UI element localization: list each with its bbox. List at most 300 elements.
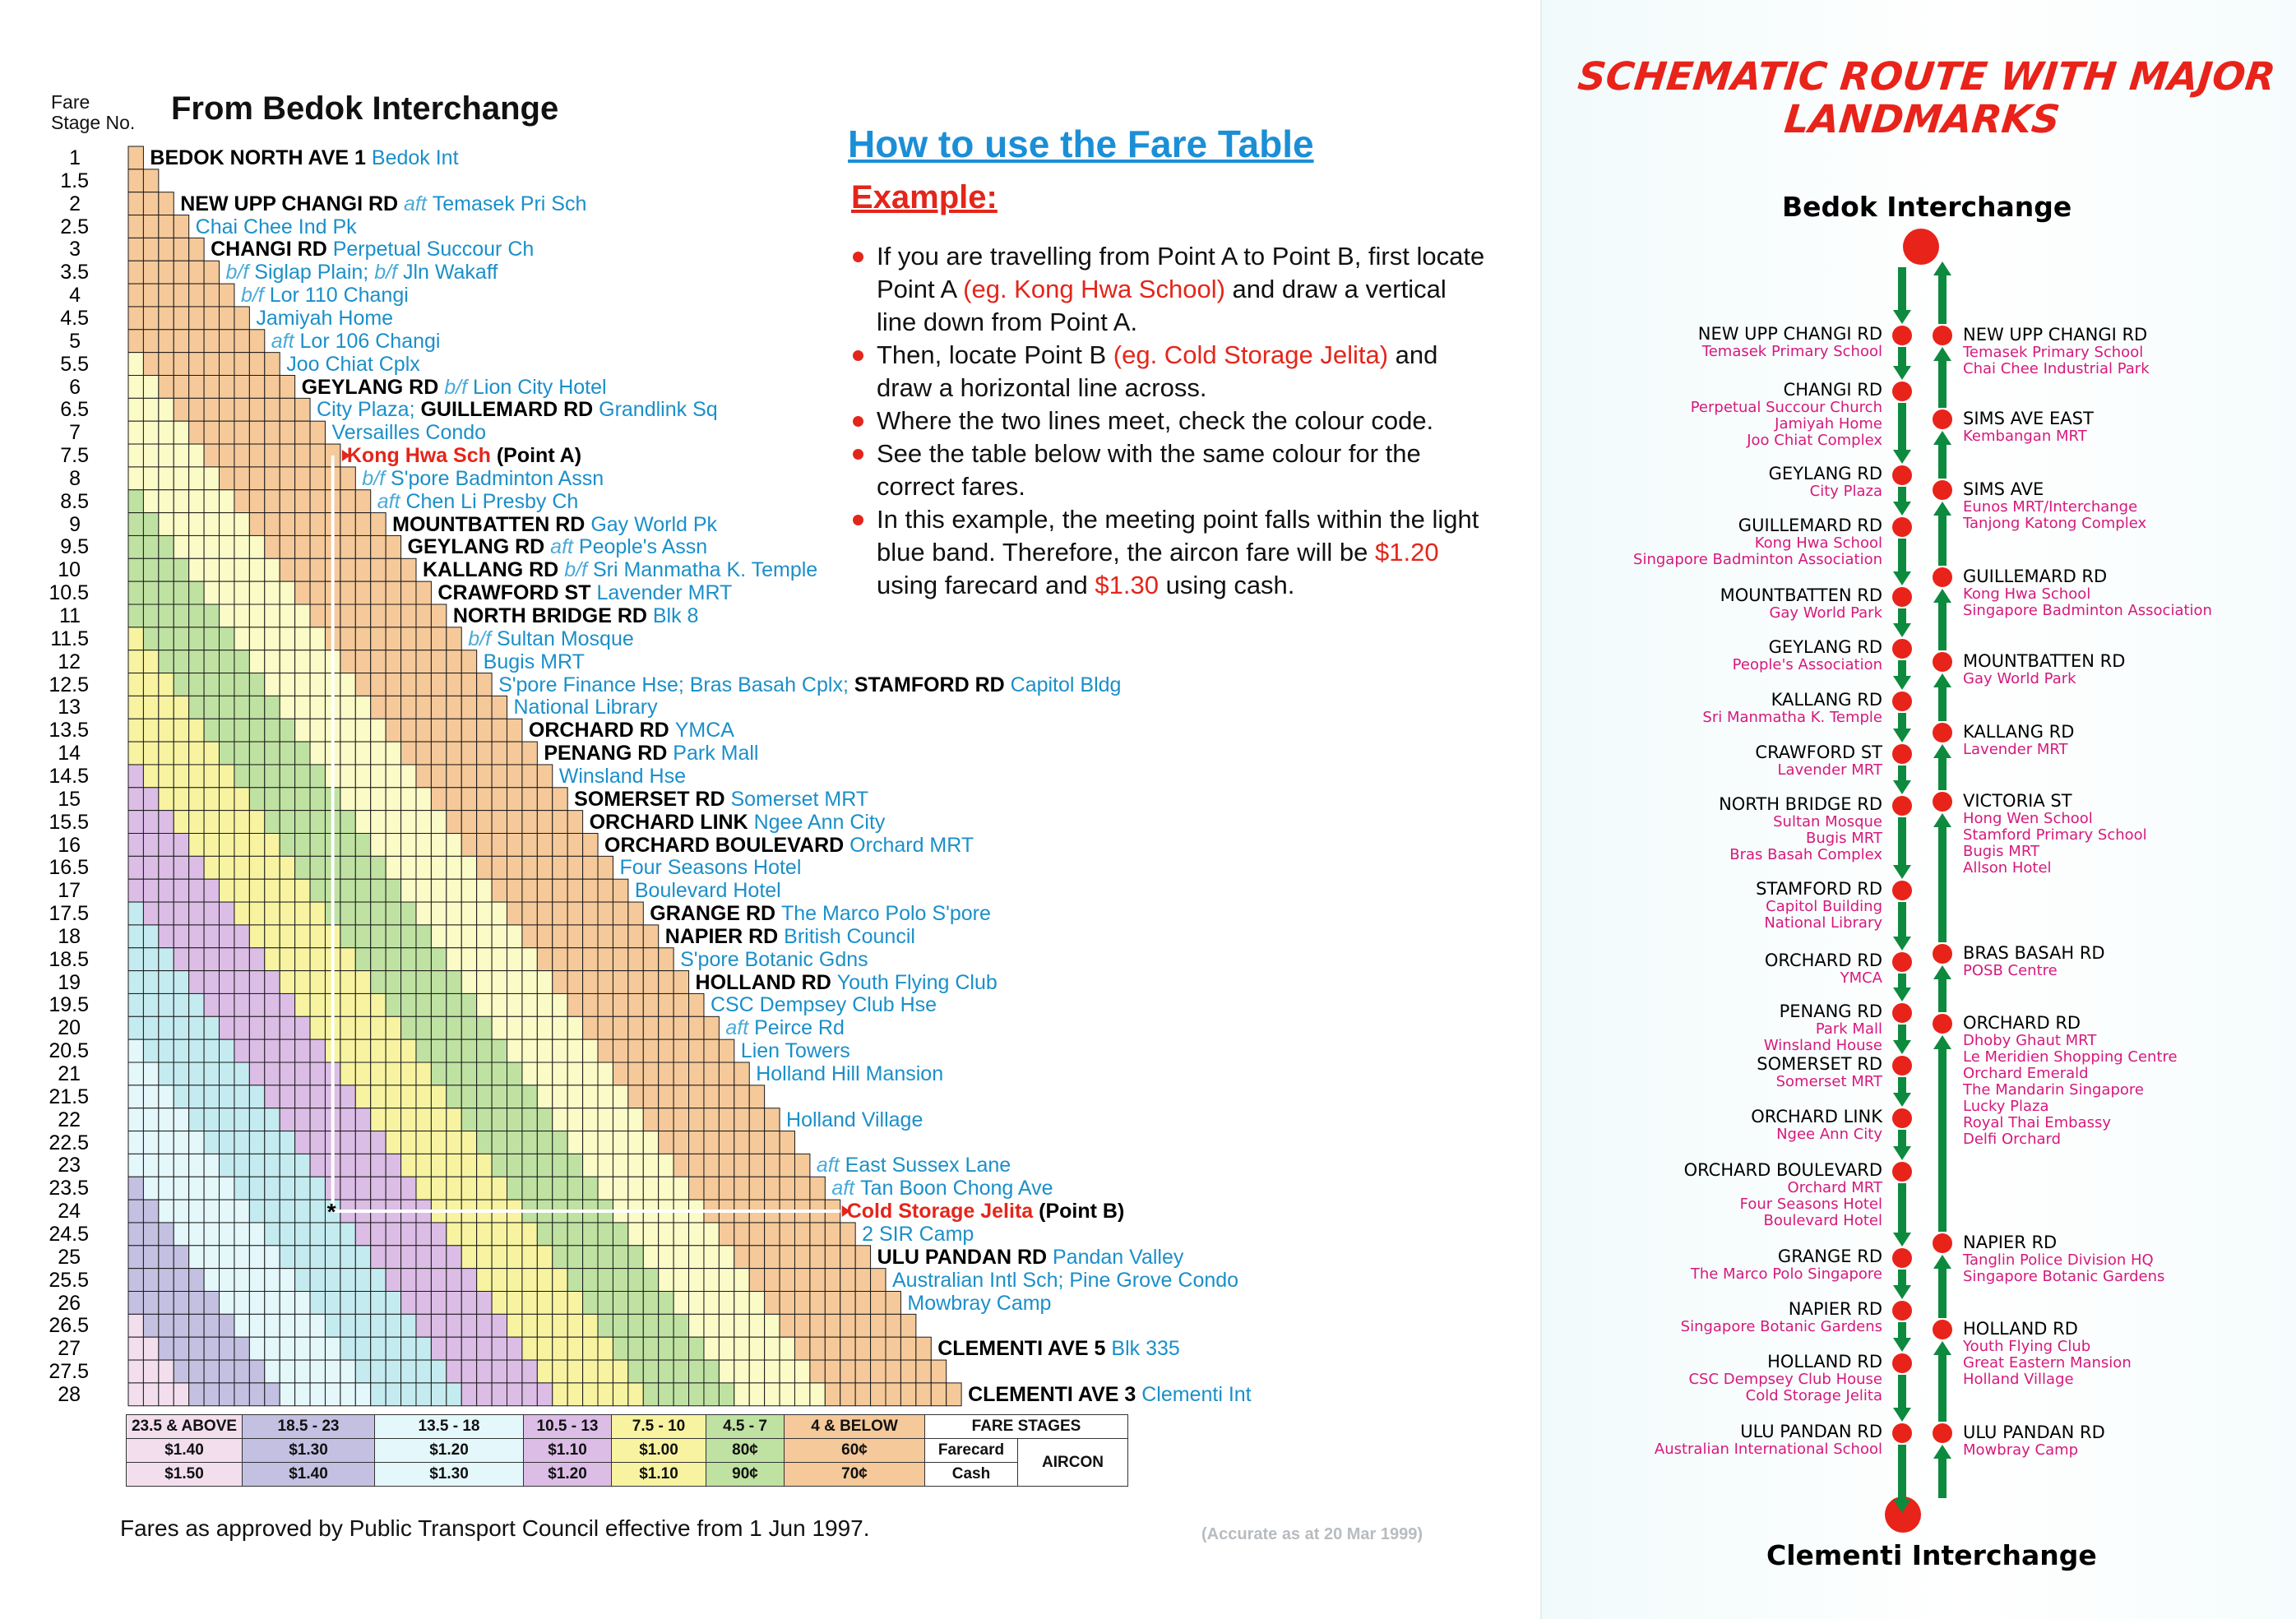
stop-road-name: PENANG RD <box>1779 1001 1882 1021</box>
stop-label: CLEMENTI AVE 3 Clementi Int <box>968 1382 1252 1406</box>
route-stop-node <box>1892 881 1912 900</box>
stop-landmark: Great Eastern Mansion <box>1963 1354 2132 1372</box>
stop-road-name: ULU PANDAN RD <box>1963 1422 2105 1442</box>
route-stop-node <box>1933 1014 1952 1034</box>
stop-landmark: Cold Storage Jelita <box>1745 1387 1882 1404</box>
stop-label: ULU PANDAN RD Pandan Valley <box>877 1245 1184 1269</box>
accuracy-note: (Accurate as at 20 Mar 1999) <box>1201 1525 1423 1543</box>
stop-label: ORCHARD LINK Ngee Ann City <box>589 810 886 834</box>
fare-stage-number: 2.5 <box>60 215 89 238</box>
outbound-stop <box>1471 794 1882 863</box>
route-stop-node <box>1892 1248 1912 1268</box>
fare-stage-number: 16 <box>58 833 81 857</box>
outbound-stop <box>1471 742 1882 779</box>
stop-landmark: Bugis MRT <box>1963 843 2040 860</box>
example-title: Example: <box>851 179 998 215</box>
route-stop-node <box>1892 326 1912 345</box>
inbound-stop <box>1963 1233 2296 1285</box>
stop-label: HOLLAND RD Youth Flying Club <box>695 970 998 994</box>
fare-stage-number: 28 <box>58 1382 81 1406</box>
fare-stage-number: 17.5 <box>49 902 89 926</box>
fare-stage-number: 20.5 <box>49 1039 89 1063</box>
outbound-stop <box>1471 1299 1882 1335</box>
route-stop-node <box>1892 1056 1912 1075</box>
stop-landmark: Stamford Primary School <box>1963 826 2147 844</box>
stop-label: Four Seasons Hotel <box>619 856 802 880</box>
fare-stage-number: 24.5 <box>49 1222 89 1246</box>
outbound-stop <box>1471 1054 1882 1090</box>
stop-label: Boulevard Hotel <box>634 879 781 903</box>
inbound-stop <box>1963 651 2296 687</box>
fare-stage-number: 9.5 <box>60 535 89 559</box>
fare-stage-number: 16.5 <box>49 856 89 880</box>
stop-landmark: National Library <box>1764 914 1882 932</box>
stop-road-name: HOLLAND RD <box>1963 1319 2078 1339</box>
stop-landmark: Allson Hotel <box>1963 859 2052 877</box>
stop-landmark: Gay World Park <box>1963 670 2076 687</box>
stop-label: aft East Sussex Lane <box>816 1154 1011 1177</box>
fare-stage-number: 12.5 <box>49 673 89 696</box>
stop-landmark: Hong Wen School <box>1963 810 2093 827</box>
fare-stage-number: 26 <box>58 1291 81 1315</box>
stop-label: GEYLANG RD aft People's Assn <box>407 535 708 559</box>
stop-label: GEYLANG RD b/f Lion City Hotel <box>301 375 607 399</box>
fare-range-cell: 18.5 - 23 <box>243 1415 375 1439</box>
stop-landmark: Sri Manmatha K. Temple <box>1702 709 1882 726</box>
stop-road-name: BRAS BASAH RD <box>1963 943 2105 963</box>
aircon-label: AIRCON <box>1018 1439 1128 1487</box>
stop-road-name: SIMS AVE <box>1963 479 2044 499</box>
outbound-stop <box>1471 324 1882 360</box>
farecard-fare-cell: $1.40 <box>127 1439 243 1463</box>
inbound-stop <box>1963 791 2296 877</box>
stop-landmark: Kembangan MRT <box>1963 428 2087 445</box>
fare-stage-number: 19.5 <box>49 993 89 1017</box>
outbound-stop <box>1471 585 1882 622</box>
stop-label: b/f Siglap Plain; b/f Jln Wakaff <box>225 261 498 284</box>
stop-landmark: Kong Hwa School <box>1754 534 1882 552</box>
fare-stage-number: 11 <box>59 604 81 627</box>
stop-label: KALLANG RD b/f Sri Manmatha K. Temple <box>422 558 818 582</box>
fare-stage-number: 12 <box>58 650 81 673</box>
down-arrow-icon <box>1893 902 1911 951</box>
stop-label: ORCHARD RD YMCA <box>528 719 734 742</box>
outbound-stop <box>1471 464 1882 500</box>
stop-road-name: CHANGI RD <box>1783 380 1882 400</box>
down-arrow-icon <box>1893 713 1911 742</box>
stop-label: PENANG RD Park Mall <box>544 742 759 766</box>
up-arrow-icon <box>1933 1035 1951 1232</box>
stop-landmark: Royal Thai Embassy <box>1963 1114 2112 1131</box>
fare-stages-label: FARE STAGES <box>925 1415 1128 1439</box>
fare-stage-number: 17 <box>58 879 81 903</box>
stop-label: Australian Intl Sch; Pine Grove Condo <box>892 1268 1239 1292</box>
inbound-stop <box>1963 1013 2296 1148</box>
meeting-point-marker: * <box>326 1199 336 1225</box>
route-stop-node <box>1933 1320 1952 1339</box>
fare-stage-number: 3.5 <box>60 261 89 284</box>
stop-road-name: STAMFORD RD <box>1756 879 1882 899</box>
up-arrow-icon <box>1933 813 1951 942</box>
stop-label: aft Lor 106 Changi <box>271 329 441 353</box>
stop-label: City Plaza; GUILLEMARD RD Grandlink Sq <box>317 398 718 422</box>
stop-road-name: NAPIER RD <box>1788 1299 1882 1319</box>
fare-stage-number: 15 <box>58 787 81 811</box>
stop-road-name: KALLANG RD <box>1771 690 1882 710</box>
cash-fare-cell: $1.20 <box>524 1463 612 1487</box>
stop-road-name: VICTORIA ST <box>1963 791 2072 811</box>
stop-landmark: Gay World Park <box>1769 604 1882 622</box>
stop-label: CRAWFORD ST Lavender MRT <box>437 581 733 605</box>
stop-landmark: Four Seasons Hotel <box>1739 1196 1882 1213</box>
stop-landmark: Mowbray Camp <box>1963 1441 2079 1459</box>
outbound-stop <box>1471 1001 1882 1054</box>
route-stop-node <box>1892 1423 1912 1443</box>
outbound-stop <box>1471 1107 1882 1143</box>
stop-landmark: The Mandarin Singapore <box>1963 1081 2144 1099</box>
fare-stage-number: 23 <box>58 1154 81 1177</box>
stop-road-name: HOLLAND RD <box>1767 1352 1882 1372</box>
stop-landmark: Joo Chiat Complex <box>1747 432 1882 449</box>
stop-label: Lien Towers <box>740 1039 850 1063</box>
up-arrow-icon <box>1933 589 1951 650</box>
outbound-stop <box>1471 1352 1882 1404</box>
stop-landmark: Youth Flying Club <box>1963 1338 2091 1355</box>
instruction-step-5: In this example, the meeting point falls within the light blue band. Therefore, the aircon fare will be $1.20 using farecard and $1.30 using cash. <box>851 503 1493 602</box>
cash-fare-cell: $1.40 <box>243 1463 375 1487</box>
stop-landmark: Eunos MRT/Interchange <box>1963 498 2138 516</box>
fare-stage-header-line1: Fare <box>51 91 90 113</box>
stop-label: aft Peirce Rd <box>725 1016 845 1040</box>
route-stop-node <box>1892 1301 1912 1321</box>
stop-road-name: NORTH BRIDGE RD <box>1719 794 1882 814</box>
up-arrow-icon <box>1933 1445 1951 1498</box>
fare-stage-number: 6 <box>69 375 81 399</box>
outbound-stop <box>1471 637 1882 673</box>
stop-label: GRANGE RD The Marco Polo S'pore <box>650 902 991 926</box>
fare-stage-number: 6.5 <box>60 398 89 422</box>
fare-stage-number: 10 <box>58 558 81 582</box>
stop-landmark: People's Association <box>1732 656 1882 673</box>
stop-landmark: CSC Dempsey Club House <box>1688 1371 1882 1388</box>
fare-stage-number: 1 <box>69 146 81 169</box>
fare-stage-number: 14.5 <box>49 764 89 788</box>
fare-approval-note: Fares as approved by Public Transport Council effective from 1 Jun 1997. <box>120 1515 870 1541</box>
stop-road-name: ORCHARD RD <box>1963 1013 2081 1033</box>
fare-stage-number: 7 <box>69 421 81 445</box>
stop-road-name: NAPIER RD <box>1963 1233 2058 1252</box>
route-stop-node <box>1933 792 1952 812</box>
stop-label: Holland Village <box>786 1108 923 1131</box>
stop-label: aft Chen Li Presby Ch <box>377 489 579 513</box>
instruction-step-1: If you are travelling from Point A to Point B, first locate Point A (eg. Kong Hwa School) and draw a vertical line down from Point A. <box>851 240 1493 339</box>
stop-landmark: YMCA <box>1840 969 1882 987</box>
stop-label: NAPIER RD British Council <box>664 924 915 948</box>
up-arrow-icon <box>1933 673 1951 721</box>
fare-stage-number: 24 <box>58 1200 81 1224</box>
stop-landmark: Winsland House <box>1763 1037 1882 1054</box>
fare-stage-number: 11.5 <box>50 627 89 650</box>
fare-stage-number: 13.5 <box>49 719 89 742</box>
stop-label: CSC Dempsey Club Hse <box>710 993 937 1017</box>
stop-landmark: Perpetual Succour Church <box>1690 399 1882 416</box>
cash-fare-cell: 70¢ <box>785 1463 925 1487</box>
outbound-stop <box>1471 879 1882 932</box>
stop-landmark: Holland Village <box>1963 1371 2074 1388</box>
start-terminal-label: Bedok Interchange <box>1782 191 2072 223</box>
stop-label: 2 SIR Camp <box>862 1222 974 1246</box>
stop-road-name: CRAWFORD ST <box>1755 742 1882 762</box>
fare-stage-number: 10.5 <box>49 581 89 605</box>
stop-road-name: NEW UPP CHANGI RD <box>1697 324 1882 344</box>
down-arrow-icon <box>1893 817 1911 879</box>
down-arrow-icon <box>1893 660 1911 690</box>
down-arrow-icon <box>1893 347 1911 380</box>
stop-label: aft Tan Boon Chong Ave <box>831 1177 1053 1200</box>
fare-stage-number: 1.5 <box>60 169 89 192</box>
outbound-stop <box>1471 1247 1882 1283</box>
stop-label: Jamiyah Home <box>256 306 394 330</box>
stop-road-name: ORCHARD BOULEVARD <box>1683 1160 1882 1180</box>
stop-label: CHANGI RD Perpetual Succour Ch <box>211 238 535 261</box>
instruction-step-2: Then, locate Point B (eg. Cold Storage Jelita) and draw a horizontal line across. <box>851 339 1493 405</box>
fare-table-title: From Bedok Interchange <box>171 90 559 127</box>
stop-landmark: The Marco Polo Singapore <box>1690 1265 1882 1283</box>
down-arrow-icon <box>1893 1375 1911 1422</box>
farecard-fare-cell: $1.20 <box>375 1439 524 1463</box>
stop-label: MOUNTBATTEN RD Gay World Pk <box>392 512 718 536</box>
fare-stage-number: 25.5 <box>49 1268 89 1292</box>
fare-stage-number: 8.5 <box>60 489 89 513</box>
fare-stage-number: 7.5 <box>60 444 89 468</box>
stop-landmark: Tanjong Katong Complex <box>1963 515 2147 532</box>
down-arrow-icon <box>1893 1130 1911 1160</box>
stop-landmark: Orchard Emerald <box>1963 1065 2089 1082</box>
how-to-title: How to use the Fare Table <box>848 123 1314 165</box>
down-arrow-icon <box>1893 1322 1911 1352</box>
stop-landmark: Singapore Botanic Gardens <box>1680 1318 1882 1335</box>
route-stop-node <box>1892 1162 1912 1182</box>
stop-landmark: Dhoby Ghaut MRT <box>1963 1032 2097 1049</box>
fare-range-cell: 10.5 - 13 <box>524 1415 612 1439</box>
stop-label: Versailles Condo <box>331 421 487 445</box>
inbound-stop <box>1963 325 2296 377</box>
stop-road-name: GRANGE RD <box>1777 1247 1882 1266</box>
fare-range-cell: 4 & BELOW <box>785 1415 925 1439</box>
route-stop-node <box>1933 723 1952 742</box>
stop-road-name: MOUNTBATTEN RD <box>1963 651 2126 671</box>
fare-stage-number: 22 <box>58 1108 81 1131</box>
route-stop-node <box>1892 952 1912 972</box>
stop-landmark: Singapore Badminton Association <box>1633 551 1882 568</box>
route-stop-node <box>1892 1353 1912 1373</box>
fare-stage-number: 26.5 <box>49 1314 89 1338</box>
down-arrow-icon <box>1893 1025 1911 1054</box>
inbound-stop <box>1963 722 2296 758</box>
down-arrow-icon <box>1893 403 1911 464</box>
up-arrow-icon <box>1933 744 1951 790</box>
schematic-title-line1: SCHEMATIC ROUTE WITH MAJOR <box>1576 54 2278 99</box>
stop-road-name: ORCHARD LINK <box>1751 1107 1882 1126</box>
fare-stage-number: 21 <box>58 1062 81 1085</box>
inbound-stop <box>1963 1319 2296 1388</box>
up-arrow-icon <box>1933 347 1951 408</box>
outbound-stop <box>1471 690 1882 726</box>
outbound-stop <box>1471 951 1882 987</box>
stop-label: Cold Storage Jelita (Point B) <box>846 1200 1125 1224</box>
outbound-stop <box>1471 380 1882 449</box>
cash-label: Cash <box>925 1463 1018 1487</box>
fare-stage-number: 27 <box>58 1337 81 1361</box>
stop-road-name: SOMERSET RD <box>1757 1054 1882 1074</box>
stop-road-name: MOUNTBATTEN RD <box>1720 585 1882 605</box>
route-stop-node <box>1892 382 1912 401</box>
stop-landmark: Temasek Primary School <box>1701 343 1882 360</box>
route-stop-node <box>1892 1003 1912 1023</box>
farecard-fare-cell: $1.00 <box>612 1439 706 1463</box>
down-arrow-icon <box>1893 974 1911 1001</box>
down-arrow-icon <box>1893 267 1911 324</box>
fare-stage-number: 14 <box>58 742 81 766</box>
farecard-fare-cell: $1.10 <box>524 1439 612 1463</box>
route-stop-node <box>1933 409 1952 429</box>
stop-label: Joo Chiat Cplx <box>286 352 420 376</box>
inbound-stop <box>1963 409 2296 445</box>
stop-landmark: Kong Hwa School <box>1963 585 2091 603</box>
stop-landmark: Le Meridien Shopping Centre <box>1963 1048 2178 1066</box>
down-arrow-icon <box>1893 1445 1911 1513</box>
up-arrow-icon <box>1933 502 1951 566</box>
stop-landmark: Boulevard Hotel <box>1763 1212 1882 1229</box>
up-arrow-icon <box>1933 1255 1951 1318</box>
route-stop-node <box>1933 567 1952 587</box>
stop-road-name: ULU PANDAN RD <box>1740 1422 1882 1441</box>
stop-road-name: GEYLANG RD <box>1768 464 1882 483</box>
fare-stage-number: 13 <box>58 696 81 719</box>
stop-landmark: Singapore Botanic Gardens <box>1963 1268 2165 1285</box>
inbound-stop <box>1963 1422 2296 1459</box>
up-arrow-icon <box>1933 965 1951 1012</box>
route-stop-node <box>1892 796 1912 816</box>
farecard-label: Farecard <box>925 1439 1018 1463</box>
inbound-stop <box>1963 479 2296 532</box>
instruction-step-4: See the table below with the same colour for the correct fares. <box>851 437 1493 503</box>
fare-stage-header-line2: Stage No. <box>51 112 136 133</box>
stop-label: SOMERSET RD Somerset MRT <box>574 787 869 811</box>
stop-landmark: Orchard MRT <box>1787 1179 1882 1196</box>
stop-landmark: Lavender MRT <box>1963 741 2068 758</box>
fare-stage-number: 2 <box>69 192 81 215</box>
down-arrow-icon <box>1893 1077 1911 1107</box>
stop-label: Holland Hill Mansion <box>756 1062 944 1085</box>
route-stop-node <box>1892 517 1912 537</box>
stop-label: NEW UPP CHANGI RD aft Temasek Pri Sch <box>180 192 587 215</box>
stop-landmark: Jamiyah Home <box>1775 415 1882 433</box>
stop-label: b/f Sultan Mosque <box>468 627 634 650</box>
route-stop-node <box>1892 1108 1912 1128</box>
inbound-stop <box>1963 943 2296 979</box>
stop-label: Kong Hwa Sch (Point A) <box>346 444 582 468</box>
fare-stage-number: 18.5 <box>49 947 89 971</box>
cash-fare-cell: $1.10 <box>612 1463 706 1487</box>
stop-label: S'pore Botanic Gdns <box>680 947 868 971</box>
farecard-fare-cell: 60¢ <box>785 1439 925 1463</box>
fare-stage-number: 9 <box>69 512 81 536</box>
stop-label: ORCHARD BOULEVARD Orchard MRT <box>604 833 974 857</box>
fare-stage-number: 4.5 <box>60 306 89 330</box>
fare-stage-number: 19 <box>58 970 81 994</box>
end-terminal-label: Clementi Interchange <box>1766 1539 2097 1571</box>
route-stop-node <box>1892 639 1912 659</box>
route-stop-node <box>1892 744 1912 764</box>
stop-landmark: Lavender MRT <box>1777 761 1882 779</box>
stop-label: Winsland Hse <box>558 764 686 788</box>
fare-stage-number: 4 <box>69 284 81 308</box>
stop-road-name: GUILLEMARD RD <box>1738 516 1882 535</box>
route-stop-node <box>1892 587 1912 607</box>
up-arrow-icon <box>1933 431 1951 479</box>
fare-range-cell: 23.5 & ABOVE <box>127 1415 243 1439</box>
outbound-stop <box>1471 1422 1882 1458</box>
cash-fare-cell: $1.50 <box>127 1463 243 1487</box>
fare-range-cell: 4.5 - 7 <box>706 1415 785 1439</box>
fare-stage-number: 5 <box>69 329 81 353</box>
route-stop-node <box>1933 1423 1952 1443</box>
cash-fare-cell: 90¢ <box>706 1463 785 1487</box>
stop-landmark: Lucky Plaza <box>1963 1098 2049 1115</box>
fare-stage-number: 22.5 <box>49 1131 89 1154</box>
stop-landmark: Bugis MRT <box>1805 830 1882 847</box>
stop-landmark: Somerset MRT <box>1775 1073 1882 1090</box>
down-arrow-icon <box>1893 539 1911 585</box>
fare-stage-number: 20 <box>58 1016 81 1040</box>
cash-fare-cell: $1.30 <box>375 1463 524 1487</box>
stop-landmark: Ngee Ann City <box>1776 1126 1882 1143</box>
stop-label: BEDOK NORTH AVE 1 Bedok Int <box>150 146 459 169</box>
stop-label: Mowbray Camp <box>907 1291 1052 1315</box>
stop-label: b/f S'pore Badminton Assn <box>362 466 604 490</box>
fare-stage-number: 23.5 <box>49 1177 89 1200</box>
stop-landmark: Singapore Badminton Association <box>1963 602 2212 619</box>
stop-landmark: Sultan Mosque <box>1773 813 1882 830</box>
stop-landmark: POSB Centre <box>1963 962 2058 979</box>
stop-landmark: Delfi Orchard <box>1963 1131 2062 1148</box>
down-arrow-icon <box>1893 766 1911 794</box>
stop-road-name: GUILLEMARD RD <box>1963 567 2108 586</box>
stop-landmark: Temasek Primary School <box>1963 344 2144 361</box>
outbound-stop <box>1471 516 1882 568</box>
stop-label: b/f Lor 110 Changi <box>240 284 409 308</box>
outbound-stop <box>1471 1160 1882 1229</box>
inbound-stop <box>1963 567 2296 619</box>
stop-label: National Library <box>513 696 658 719</box>
down-arrow-icon <box>1893 1270 1911 1299</box>
fare-stage-number: 5.5 <box>60 352 89 376</box>
route-stop-node <box>1933 326 1952 345</box>
stop-label: Bugis MRT <box>483 650 585 673</box>
down-arrow-icon <box>1893 608 1911 637</box>
down-arrow-icon <box>1893 1183 1911 1247</box>
stop-landmark: Tanglin Police Division HQ <box>1963 1251 2154 1269</box>
stop-label: S'pore Finance Hse; Bras Basah Cplx; STAMFORD RD Capitol Bldg <box>498 673 1122 696</box>
stop-road-name: SIMS AVE EAST <box>1963 409 2094 428</box>
fare-stage-number: 15.5 <box>49 810 89 834</box>
up-arrow-icon <box>1933 261 1951 324</box>
farecard-fare-cell: 80¢ <box>706 1439 785 1463</box>
stop-landmark: Park Mall <box>1815 1020 1882 1038</box>
stop-landmark: Capitol Building <box>1766 898 1882 915</box>
route-stop-node <box>1933 1233 1952 1253</box>
